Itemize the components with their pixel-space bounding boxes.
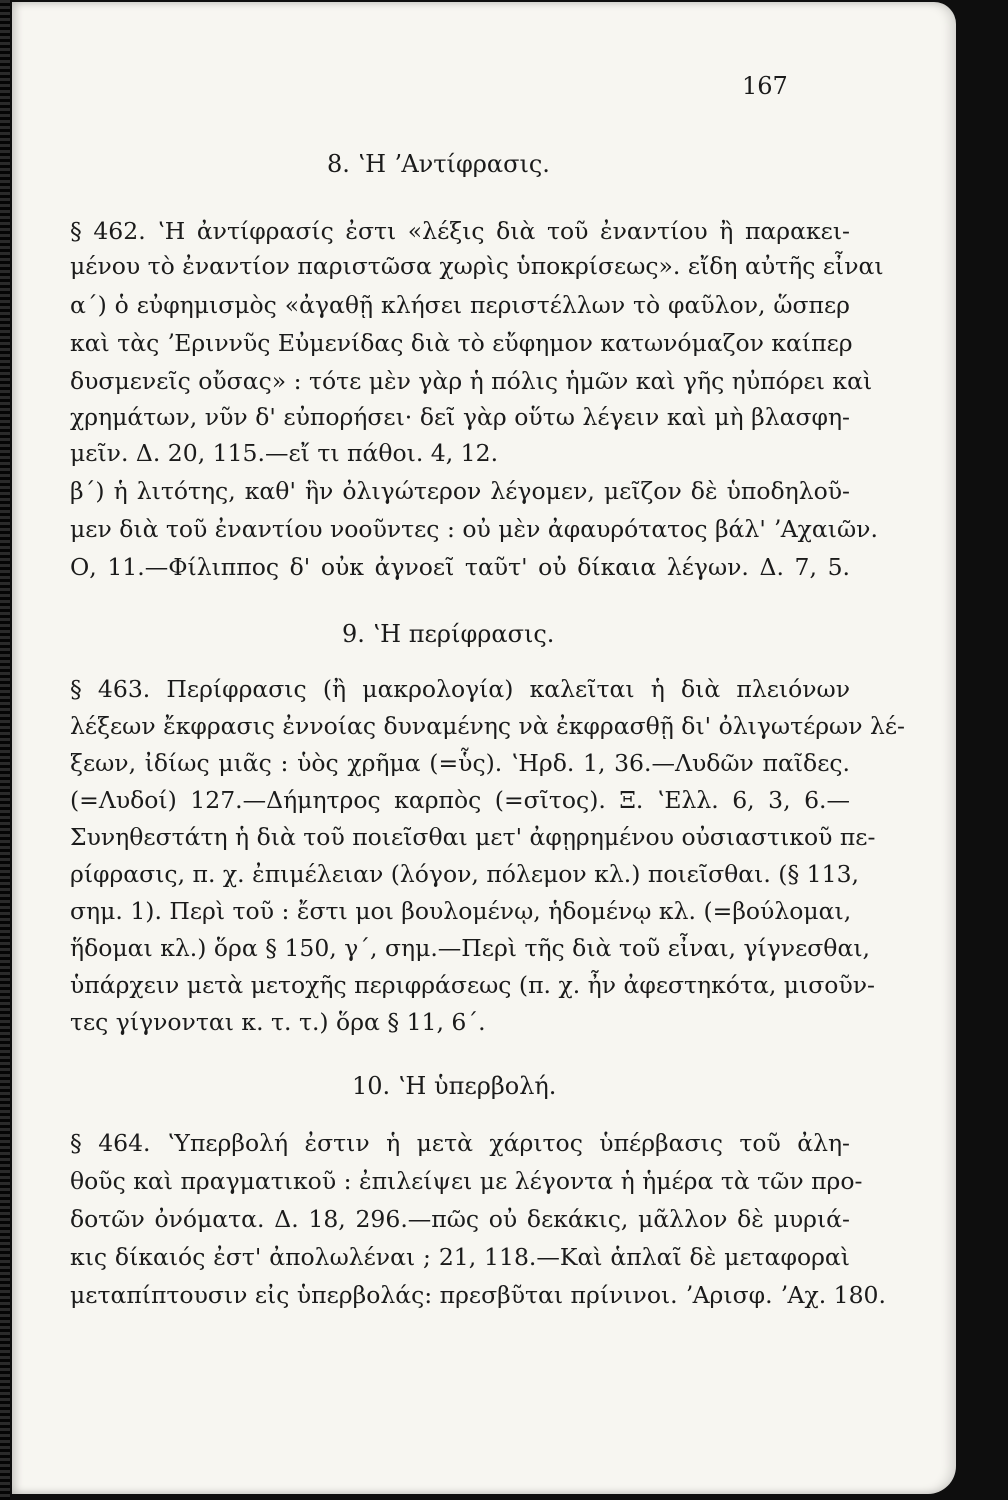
book-binding-edge [0, 0, 10, 1500]
text-line: μεῖν. Δ. 20, 115.—εἴ τι πάθοι. 4, 12. [70, 439, 499, 467]
text-line: σημ. 1). Περὶ τοῦ : ἔστι μοι βουλομένῳ, ἡδομένῳ κλ. (=βούλομαι, [70, 897, 852, 925]
text-line: λέξεων ἔκφρασις ἐννοίας δυναμένης νὰ ἐκφρασθῇ δι' ὀλιγωτέρων λέ- [70, 712, 905, 740]
text-line: ρίφρασις, π. χ. ἐπιμέλειαν (λόγον, πόλεμον κλ.) ποιεῖσθαι. (§ 113, [70, 860, 859, 888]
text-line: (=Λυδοί) 127.—Δήμητρος καρπὸς (=σῖτος). Ξ. ʽΕλλ. 6, 3, 6.— [70, 786, 850, 814]
text-line: ὑπάρχειν μετὰ μετοχῆς περιφράσεως (π. χ. ἦν ἀφεστηκότα, μισοῦν- [70, 971, 875, 999]
section-heading-antiphrasis: 8. ʽΗ ʼΑντίφρασις. [327, 150, 550, 178]
text-line: § 463. Περίφρασις (ἢ μακρολογία) καλεῖται ἡ διὰ πλειόνων [70, 675, 850, 703]
section-heading-periphrasis: 9. ʽΗ περίφρασις. [342, 620, 555, 648]
text-line: μεταπίπτουσιν εἰς ὑπερβολάς: πρεσβῦται πρίνινοι. ʼΑρισφ. ʼΑχ. 180. [70, 1281, 886, 1309]
text-line: θοῦς καὶ πραγματικοῦ : ἐπιλείψει με λέγοντα ἡ ἡμέρα τὰ τῶν προ- [70, 1167, 863, 1195]
text-line: κις δίκαιός ἐστ' ἀπολωλέναι ; 21, 118.—Καὶ ἁπλαῖ δὲ μεταφοραὶ [70, 1243, 850, 1271]
text-line: μένου τὸ ἐναντίον παριστῶσα χωρὶς ὑποκρίσεως». εἴδη αὐτῆς εἶναι [70, 252, 884, 280]
text-line: ξεων, ἰδίως μιᾶς : ὑὸς χρῆμα (=ὗς). ʽΗρδ. 1, 36.—Λυδῶν παῖδες. [70, 749, 850, 777]
text-line: μεν διὰ τοῦ ἐναντίου νοοῦντες : οὐ μὲν ἀφαυρότατος βάλ' ʼΑχαιῶν. [70, 515, 878, 543]
text-line: § 462. ʽΗ ἀντίφρασίς ἐστι «λέξις διὰ τοῦ ἐναντίου ἢ παρακει- [70, 217, 850, 245]
text-line: β´) ἡ λιτότης, καθ' ἣν ὀλιγώτερον λέγομεν, μεῖζον δὲ ὑποδηλοῦ- [70, 477, 850, 505]
text-line: α´) ὁ εὐφημισμὸς «ἀγαθῇ κλήσει περιστέλλων τὸ φαῦλον, ὥσπερ [70, 291, 850, 319]
text-line: ἥδομαι κλ.) ὅρα § 150, γ´, σημ.—Περὶ τῆς διὰ τοῦ εἶναι, γίγνεσθαι, [70, 934, 870, 962]
text-line: § 464. ʽΥπερβολή ἐστιν ἡ μετὰ χάριτος ὑπέρβασις τοῦ ἀλη- [70, 1129, 850, 1157]
text-line: δυσμενεῖς οὔσας» : τότε μὲν γὰρ ἡ πόλις ἡμῶν καὶ γῆς ηὐπόρει καὶ [70, 367, 873, 395]
page-number: 167 [742, 72, 788, 100]
text-line: Συνηθεστάτη ἡ διὰ τοῦ ποιεῖσθαι μετ' ἀφῃρημένου οὐσιαστικοῦ πε- [70, 823, 876, 851]
text-line: δοτῶν ὀνόματα. Δ. 18, 296.—πῶς οὐ δεκάκις, μᾶλλον δὲ μυριά- [70, 1205, 850, 1233]
book-page [12, 2, 956, 1494]
text-line: χρημάτων, νῦν δ' εὐπορήσει· δεῖ γὰρ οὕτω λέγειν καὶ μὴ βλασφη- [70, 403, 850, 431]
text-line: καὶ τὰς ʼΕριννῦς Εὐμενίδας διὰ τὸ εὔφημον κατωνόμαζον καίπερ [70, 329, 853, 357]
text-line: τες γίγνονται κ. τ. τ.) ὅρα § 11, 6´. [70, 1008, 486, 1036]
section-heading-hyperbole: 10. ʽΗ ὑπερβολή. [352, 1072, 557, 1100]
text-line: Ο, 11.—Φίλιππος δ' οὐκ ἀγνοεῖ ταῦτ' οὐ δίκαια λέγων. Δ. 7, 5. [70, 553, 850, 581]
